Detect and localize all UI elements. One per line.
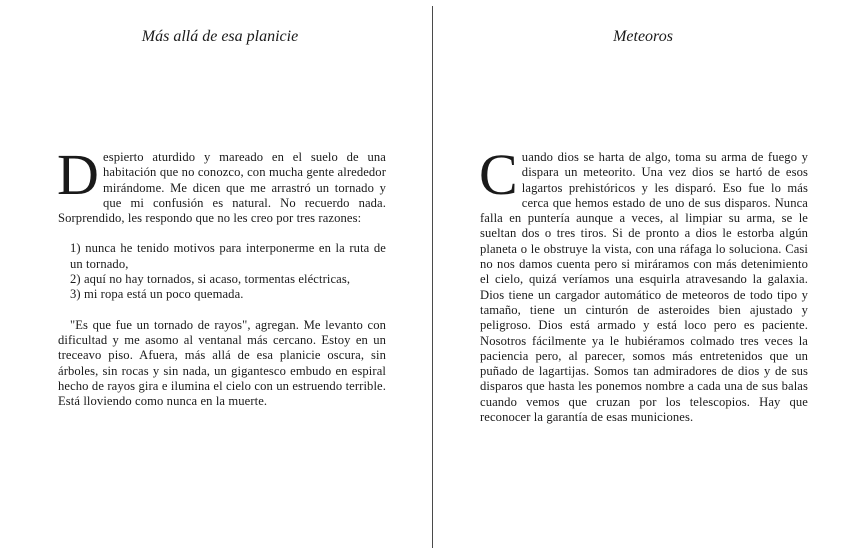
list-item: 3) mi ropa está un poco quemada. bbox=[70, 287, 244, 302]
left-paragraph-1 bbox=[57, 142, 386, 226]
right-page-body bbox=[479, 142, 808, 425]
left-paragraph-1-text: espierto aturdido y mareado en el suelo de una habitación que no conozco, con mucha gente alrededor mirándome. Me dicen que me arrastró un tornado y que mi confusión es natural. No recuerdo nada. Sorprendido, les respondo que no les creo por tres razones: bbox=[58, 150, 386, 226]
right-page-title: Meteoros bbox=[613, 28, 673, 45]
right-page bbox=[433, 0, 864, 556]
left-page-title: Más allá de esa planicie bbox=[141, 28, 299, 45]
list-item: 1) nunca he tenido motivos para interponerme en la ruta de un tornado, bbox=[70, 241, 386, 271]
left-page-body bbox=[57, 142, 386, 409]
right-paragraph-1 bbox=[479, 142, 808, 425]
list-item: 2) aquí no hay tornados, si acaso, tormentas eléctricas, bbox=[70, 272, 351, 287]
left-paragraph-2: "Es que fue un tornado de rayos", agregan. Me levanto con dificultad y me asomo al ventanal más cercano. Estoy en un treceavo piso. Afuera, más allá de esa planicie oscura, sin árboles, sin rocas y sin nada, un gigantesco embudo en espiral hecho de rayos gira e ilumina el cielo con un estruendo terrible. Está lloviendo como nunca en la muerte. bbox=[58, 317, 386, 409]
right-dropcap: C bbox=[479, 142, 518, 207]
left-dropcap: D bbox=[57, 142, 99, 207]
right-paragraph-1-text: uando dios se harta de algo, toma su arma de fuego y dispara un meteorito. Una vez dios se hartó de esos lagartos prehistóricos y les disparó. Eso fue lo más cerca que hemos estado de uno de sus disparos. Nunca falla en puntería aunque a veces, al limpiar su arma, se le sueltan dos o tres tiros. Si de pronto a dios le estorba algún planeta o le obstruye la vista, con una ráfaga lo soluciona. Casi no nos damos cuenta pero si miráramos con más detenimiento el cielo, quizá veríamos una esquirla atravesando la galaxia. Dios tiene un cargador automático de meteoros de todo tipo y tamaño, tiene un cinturón de asteroides bien ajustado y peligroso. Dios está armado y está loco pero es paciente. Nosotros fácilmente ya le hubiéramos colmado tres veces la paciencia pero, al parecer, somos más entretenidos que un puñado de lagartijas. Somos tan admiradores de dios y de sus disparos que hasta les ponemos nombre a cada una de sus balas cuando vemos que cruzan por los telescopios. Hay que reconocer la garantía de esas municiones. bbox=[480, 150, 808, 425]
